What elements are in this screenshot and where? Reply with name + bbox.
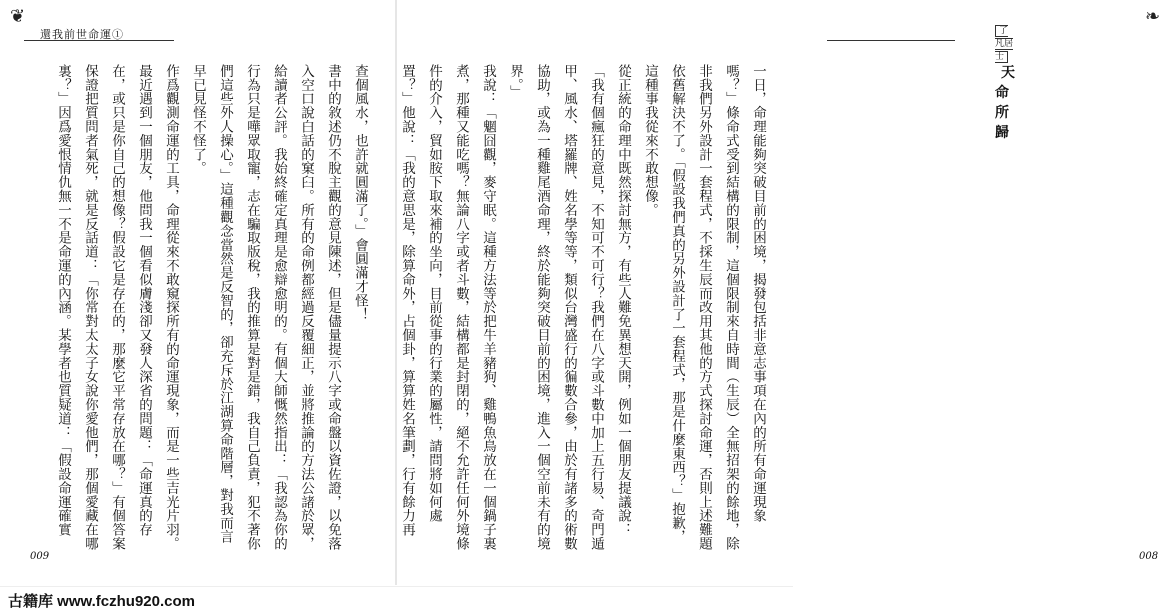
- chapter-header: [995, 23, 1015, 142]
- flourish-ornament-icon: ❧: [1145, 6, 1160, 27]
- page-number: 009: [30, 551, 50, 562]
- flourish-ornament-icon: ❦: [10, 6, 26, 27]
- site-watermark: 古籍库 www.fczhu920.com: [8, 593, 195, 610]
- header-rule: [827, 40, 955, 41]
- body-text-right-page: 一日，命理能夠突破目前的困境，揭發包括非意志事項在內的所有命運現象嗎？」條命式受到結構的限制，這個限制來自時間（生辰）全無招架的餘地，除非我們另外設計一套程式，不採生辰而改用其他的方式探討命運，否則上述難題依舊解決不了。「假設我們真的另外設計了一套程式，那是什麼東西？」抱歉，這種事我從來不敢想像。 從正統的命理中既然探討無方，有些人難免異想天開，例如一個朋友提議說：「我有個瘋狂的意見，不知可不可行？我們在八字或斗數中加上五行易、奇門遁甲、風水、塔羅牌、姓名學等等，類似台灣盛行的徧數合參，由於有諸多的術數協助，或為一種雞尾酒命理，終於能夠突破目前的困境，進入一個空前未有的境界。」 我說：「魍囧觀，麥守眠。這種方法等於把牛羊豬狗、雞鴨魚鳥放在一個鍋子裏煮，那種又能吃嗎？無論八字或者斗數，結構都是封閉的，絕不允許任何外境條件的介入，貿如胺下取來補的坐向，目前從事的行業的屬性，請問將如何處置？」他說：「我的意思是，除算命外，占個卦，算算姓名筆劃，行有餘力再: [399, 64, 766, 551]
- page-number: 008: [1139, 551, 1159, 562]
- body-text-left-page: 查個風水，也許就圓滿了。」會圓滿才怪！ 書中的敘述仍不脫主觀的意見陳述，但是儘量提示八字或命盤以資佐證，以免落入空口說白話的窠臼。所有的命例都經過反覆細正，並將推論的方法公諸於眾，給讀者公評。我始終確定真理是愈辯愈明的。有個大師慨然指出：「我認為你的行為只是嘩眾取寵，志在騙取版稅，我的推算是對是錯，我自己負責，犯不著你們這些外人操心。」這種觀念當然是反智的，卻充斥於江湖算命階層，對我而言早已見怪不怪了。 作爲觀測命運的工具，命理從來不敢窺探所有的命運現象，而是一些吉光片羽。最近遇到一個朋友，他問我一個看似膚淺卻又發人深省的問題：「命運真的存在，或只是你自己的想像？假設它是存在的，那麼它平常存放在哪？」有個答案保證把質問者氣死，就是反話道：「你常對太太子女說你愛他們，那個愛藏在哪裏？」因爲愛恨情仇無一不是命運的內涵。某學者也質疑道：「假設命運確實: [55, 64, 368, 551]
- watermark-bar: [0, 586, 793, 614]
- running-title: 還我前世命運①: [40, 28, 124, 41]
- author-tag: 了凡居士: [995, 26, 1014, 62]
- chapter-title: 天命所歸: [995, 65, 1015, 141]
